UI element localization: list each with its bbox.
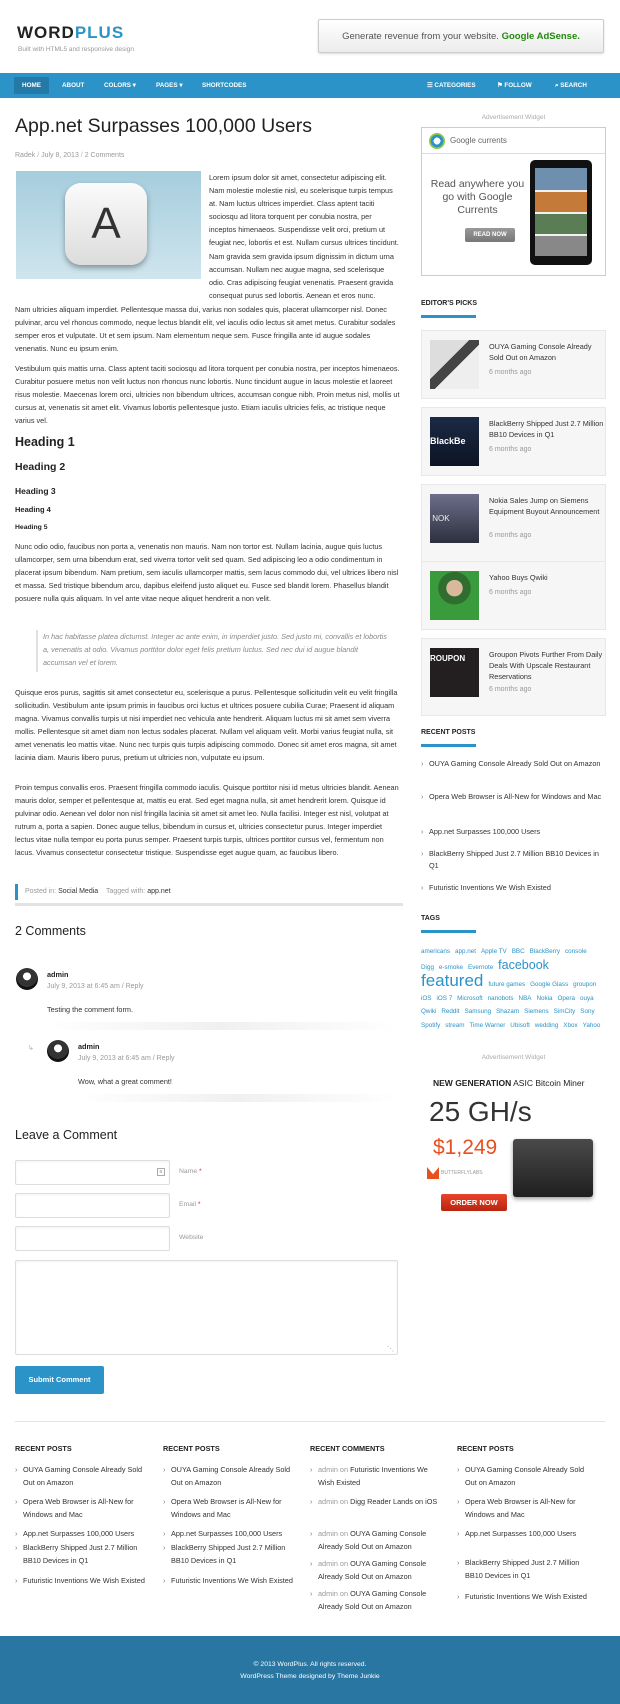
tag-link[interactable]: future games bbox=[488, 981, 526, 988]
tag-link[interactable]: NBA bbox=[518, 994, 532, 1002]
site-tagline: Built with HTML5 and responsive design bbox=[18, 46, 134, 53]
pick-thumbnail bbox=[430, 571, 479, 620]
tag-link[interactable]: Shazam bbox=[496, 1008, 520, 1015]
nav-colors[interactable]: COLORS ▾ bbox=[104, 82, 136, 89]
nav-search[interactable]: ⌕ SEARCH bbox=[555, 82, 587, 89]
tag-link[interactable]: console bbox=[565, 948, 587, 955]
required-mark: * bbox=[197, 1201, 201, 1208]
logo-letter: A bbox=[91, 199, 121, 248]
editors-pick-item[interactable] bbox=[421, 638, 606, 716]
footer-comment-item[interactable] bbox=[310, 1463, 442, 1489]
comment-divider bbox=[78, 1094, 398, 1102]
comment-text: Wow, what a great comment! bbox=[78, 1077, 172, 1086]
footer-comment-text bbox=[310, 1557, 442, 1583]
btc-headline bbox=[433, 1078, 584, 1088]
footer-post-link[interactable] bbox=[457, 1463, 589, 1489]
footer-col-title: RECENT POSTS bbox=[15, 1444, 72, 1453]
reply-indent-icon: ↳ bbox=[28, 1045, 34, 1052]
nav-shortcodes[interactable]: SHORTCODES bbox=[202, 82, 247, 89]
title-underline bbox=[421, 930, 476, 933]
tag-link[interactable]: Siemens bbox=[524, 1008, 549, 1015]
footer-post-title: › Opera Web Browser is All-New for Windows and Mac bbox=[23, 1497, 134, 1520]
recent-post-link[interactable] bbox=[421, 826, 606, 838]
tagged-label: Tagged with: bbox=[105, 888, 146, 895]
title-underline bbox=[421, 315, 476, 318]
category-link[interactable]: Social Media bbox=[58, 888, 99, 895]
footer-divider bbox=[15, 1421, 605, 1422]
footer-post-link[interactable] bbox=[15, 1527, 147, 1540]
pick-title[interactable]: OUYA Gaming Console Already Sold Out on Amazon bbox=[489, 342, 592, 362]
heading-1: Heading 1 bbox=[15, 435, 75, 449]
tag-cloud bbox=[421, 945, 606, 1032]
header-ad-banner[interactable] bbox=[318, 19, 604, 53]
gc-brand: Google currents bbox=[450, 136, 507, 145]
editors-picks-title: EDITOR'S PICKS bbox=[421, 300, 477, 307]
pick-time: 6 months ago bbox=[489, 589, 532, 596]
recent-posts-title: RECENT POSTS bbox=[421, 729, 476, 736]
recent-post-link[interactable] bbox=[421, 848, 606, 871]
on-word: on bbox=[339, 1529, 349, 1538]
tag-link[interactable]: Reddit bbox=[441, 1008, 460, 1015]
website-field[interactable] bbox=[15, 1226, 170, 1251]
divider bbox=[15, 903, 403, 906]
editors-pick-item[interactable] bbox=[421, 561, 606, 630]
on-word: on bbox=[339, 1559, 349, 1568]
footer-post-link[interactable] bbox=[163, 1574, 295, 1587]
comment-text: Testing the comment form. bbox=[47, 1005, 133, 1014]
post-paragraph-3: Vestibulum quis mattis urna. Class aptent taciti sociosqu ad litora torquent per conubia nostra, per inceptos himenaeos. Curabitur posuere metus non velit luctus non rhoncus nunc lobortis. Nunc tincidunt augue in lacus molestie et laoreet risus molestie. Maecenas lorem orci, ultricies non bibendum ultrices, accumsan congue nibh. Proin metus nisl, mollis ut cursus at, venenatis sit amet elit. Vivamus lobortis pellentesque justo. Etiam iaculis ultricies felis, ac tristique neque varius vel. bbox=[15, 364, 400, 426]
footer-post-link[interactable] bbox=[15, 1495, 147, 1521]
footer-post-link[interactable] bbox=[163, 1495, 295, 1521]
tag-link[interactable]: Microsoft bbox=[457, 994, 483, 1002]
pick-title[interactable]: Yahoo Buys Qwiki bbox=[489, 573, 548, 582]
footer-post-link[interactable] bbox=[15, 1574, 147, 1587]
footer-col-title: RECENT COMMENTS bbox=[310, 1444, 385, 1453]
comment-author[interactable]: admin bbox=[78, 1042, 100, 1051]
email-field[interactable] bbox=[15, 1193, 170, 1218]
btc-speed: 25 GH/s bbox=[429, 1096, 532, 1127]
recent-post-link[interactable] bbox=[421, 758, 606, 770]
posted-in-label: Posted in: bbox=[25, 888, 57, 895]
name-label bbox=[179, 1168, 202, 1175]
post-date: July 8, 2013 bbox=[41, 152, 79, 159]
ad-label: Advertisement Widget bbox=[481, 1054, 546, 1061]
website-label: Website bbox=[179, 1234, 204, 1241]
post-paragraph-6: Proin tempus convallis eros. Praesent fringilla commodo iaculis. Quisque porttitor nisi id metus ultricies blandit. Aenean mauris dolor, semper et pellentesque at, mattis eu erat. Sed eget magna nulla, sit amet hendrerit lorem. Quisque id pulvinar odio. Aenean vel dolor non nisl fringilla lacinia sit amet sit amet leo. Nulla facilisi. Integer est nisl, volutpat at rutrum a, porta a sapien. Donec augue tellus, bibendum in cursus et, ultricies consectetur purus. Integer imperdiet lectus vitae nulla tempor eu porta purus semper. Praesent turpis turpis, ultrices porttitor cursus vel, fermentum non lacus. Vivamus consectetur consectetur tristique. Suspendisse eget augue quam, ac faucibus libero. bbox=[15, 783, 399, 858]
email-label bbox=[179, 1201, 201, 1208]
blockquote-bar bbox=[36, 630, 38, 672]
site-footer bbox=[0, 1636, 620, 1704]
on-word: on bbox=[339, 1589, 349, 1598]
tag-link[interactable]: Apple TV bbox=[480, 948, 507, 955]
tag-link[interactable]: Nokia bbox=[536, 994, 553, 1002]
footer-post-title: › Opera Web Browser is All-New for Windows and Mac bbox=[171, 1497, 282, 1520]
resize-handle-icon[interactable]: ⋱ bbox=[387, 1346, 394, 1353]
btc-headline-rest: ASIC Bitcoin Miner bbox=[511, 1078, 585, 1088]
editors-pick-item[interactable] bbox=[421, 330, 606, 399]
butterfly-labs-logo-icon bbox=[427, 1167, 439, 1179]
recent-post-title[interactable]: › OUYA Gaming Console Already Sold Out on Amazon bbox=[429, 759, 601, 768]
recent-post-title[interactable]: › Futuristic Inventions We Wish Existed bbox=[429, 883, 551, 892]
footer-post-link[interactable] bbox=[163, 1527, 295, 1540]
commented-post-link[interactable]: Futuristic Inventions We Wish Existed bbox=[318, 1465, 428, 1488]
comment-date[interactable]: July 9, 2013 at 6:45 am / Reply bbox=[78, 1055, 175, 1062]
app-net-logo-icon bbox=[65, 183, 147, 265]
footer-post-title: › BlackBerry Shipped Just 2.7 Million BB10 Devices in Q1 bbox=[23, 1543, 138, 1566]
btc-brand: BUTTERFLYLABS bbox=[441, 1170, 483, 1176]
theme-credit[interactable]: WordPress Theme designed by Theme Junkie bbox=[240, 1673, 380, 1680]
post-paragraph-2: Nam ultricies aliquam imperdiet. Pellentesque massa dui, varius non sodales quis, placerat ullamcorper nisl. Donec pulvinar, arcu vel rhoncus commodo, neque lectus blandit elit, vel iaculis odio lectus sit amet metus. Curabitur sodales semper eros et vulputate. Ut et sem ipsum. Nam elementum neque sem. Fusce fringilla ante id augue sodales venenatis. Nunc eu ipsum enim. bbox=[15, 305, 396, 354]
tag-link[interactable]: nanobots bbox=[487, 994, 514, 1002]
comment-author[interactable]: admin bbox=[47, 970, 69, 979]
gc-divider bbox=[422, 153, 605, 154]
tags-title: TAGS bbox=[421, 915, 440, 922]
footer-post-link[interactable] bbox=[457, 1590, 589, 1603]
editors-pick-item[interactable] bbox=[421, 484, 606, 563]
nav-follow[interactable]: ⚑ FOLLOW bbox=[497, 82, 532, 89]
tag-link[interactable]: groupon bbox=[573, 981, 597, 988]
footer-post-link[interactable] bbox=[15, 1463, 147, 1489]
tag-link[interactable]: BlackBerry bbox=[529, 948, 561, 955]
footer-post-title: › BlackBerry Shipped Just 2.7 Million BB10 Devices in Q1 bbox=[465, 1558, 580, 1581]
on-word: on bbox=[339, 1497, 349, 1506]
recent-post-title[interactable]: › Opera Web Browser is All-New for Windows and Mac bbox=[429, 792, 602, 801]
footer-comment-item[interactable] bbox=[310, 1495, 442, 1508]
pick-thumbnail bbox=[430, 340, 479, 389]
copyright: © 2013 WordPlus. All rights reserved. bbox=[253, 1661, 367, 1668]
footer-post-title: › App.net Surpasses 100,000 Users bbox=[465, 1529, 577, 1538]
post-thumbnail bbox=[16, 171, 201, 279]
footer-col-title: RECENT POSTS bbox=[163, 1444, 220, 1453]
order-now-button[interactable]: ORDER NOW bbox=[441, 1194, 507, 1211]
pick-thumbnail: BlackBe bbox=[430, 417, 479, 466]
tablet-image bbox=[530, 160, 592, 265]
required-mark: * bbox=[199, 1168, 202, 1175]
tag-link[interactable]: Spotify bbox=[421, 1021, 441, 1029]
tag-link[interactable]: americans bbox=[421, 948, 451, 955]
nav-pages[interactable]: PAGES ▾ bbox=[156, 82, 183, 89]
post-comments-link[interactable]: 2 Comments bbox=[84, 152, 125, 159]
tag-link[interactable]: Opera bbox=[557, 994, 576, 1002]
tag-link[interactable]: Yahoo bbox=[582, 1021, 601, 1029]
tag-link[interactable]: Time Warner bbox=[469, 1021, 506, 1029]
pick-title[interactable]: Groupon Pivots Further From Daily Deals With Upscale Restaurant Reservations bbox=[489, 650, 603, 681]
pick-time: 6 months ago bbox=[489, 369, 532, 376]
footer-col-title: RECENT POSTS bbox=[457, 1444, 514, 1453]
ad-text: Generate revenue from your website. bbox=[342, 31, 499, 42]
footer-post-title: › OUYA Gaming Console Already Sold Out on Amazon bbox=[23, 1465, 143, 1488]
title-underline bbox=[421, 744, 476, 747]
comment-textarea[interactable] bbox=[15, 1260, 398, 1355]
footer-comment-item[interactable] bbox=[310, 1557, 442, 1583]
footer-comment-text bbox=[310, 1463, 442, 1489]
comments-title: 2 Comments bbox=[15, 924, 86, 938]
logo-word: WORD bbox=[17, 23, 75, 42]
comment-divider bbox=[46, 1022, 396, 1030]
tag-link[interactable]: e-smoke bbox=[438, 963, 464, 971]
tag-link[interactable]: stream bbox=[445, 1021, 465, 1029]
email-label-text: Email bbox=[179, 1201, 196, 1208]
tag-link[interactable]: SimCity bbox=[553, 1008, 576, 1015]
commented-post-link[interactable]: OUYA Gaming Console Already Sold Out on Amazon bbox=[318, 1529, 427, 1552]
nav-about[interactable]: ABOUT bbox=[62, 82, 85, 89]
nav-categories[interactable]: ☰ CATEGORIES bbox=[427, 82, 476, 89]
footer-comment-item[interactable] bbox=[310, 1527, 442, 1553]
post-author[interactable]: Radek bbox=[15, 152, 36, 159]
tag-link[interactable]: iOS bbox=[421, 994, 432, 1002]
footer-post-title: › Futuristic Inventions We Wish Existed bbox=[23, 1576, 145, 1585]
logo-plus: PLUS bbox=[74, 23, 125, 42]
footer-comment-text bbox=[310, 1587, 442, 1613]
footer-post-link[interactable] bbox=[163, 1541, 295, 1567]
editors-pick-item[interactable] bbox=[421, 407, 606, 476]
name-label-text: Name bbox=[179, 1168, 198, 1175]
comment-date[interactable]: July 9, 2013 at 6:45 am / Reply bbox=[47, 983, 144, 990]
name-field[interactable] bbox=[15, 1160, 170, 1185]
tag-link[interactable]: Evernote bbox=[468, 963, 494, 971]
tag-link[interactable]: featured bbox=[421, 971, 484, 990]
btc-headline-bold: NEW GENERATION bbox=[433, 1078, 512, 1088]
ad-brand: Google AdSense. bbox=[501, 31, 580, 42]
comment-author[interactable]: admin bbox=[318, 1497, 338, 1506]
footer-post-title: › OUYA Gaming Console Already Sold Out on Amazon bbox=[171, 1465, 291, 1488]
tag-link[interactable]: iOS 7 bbox=[436, 994, 453, 1002]
blockquote: In hac habitasse platea dictumst. Integer ac ante enim, in imperdiet justo. Sed justo mi, convallis et lobortis a, venenatis at odio. Vivamus porttitor dolor eget felis pretium luctus. Sed nec dui id augue blandit accumsan vel et lorem. bbox=[43, 632, 387, 667]
comment-author[interactable]: admin bbox=[318, 1589, 338, 1598]
heading-4: Heading 4 bbox=[15, 505, 51, 514]
gc-read-now-button[interactable]: READ NOW bbox=[465, 228, 515, 242]
ad-label: Advertisement Widget bbox=[481, 114, 546, 121]
recent-post-title[interactable]: › App.net Surpasses 100,000 Users bbox=[429, 827, 541, 836]
post-meta: Radek / July 8, 2013 / 2 Comments bbox=[15, 152, 125, 159]
tag-link[interactable]: app.net bbox=[455, 948, 477, 955]
autofill-icon[interactable]: ≡ bbox=[157, 1168, 165, 1176]
submit-comment-button[interactable]: Submit Comment bbox=[15, 1366, 104, 1394]
post-paragraph-5: Quisque eros purus, sagittis sit amet consectetur eu, scelerisque a purus. Pellentesque sollicitudin velit eu velit fringilla sollicitudin. Vestibulum ante ipsum primis in faucibus orci luctus et ultrices posuere cubilia Curae; Praesent id aliquam magna. Vivamus convallis turpis ut nisi imperdiet nec vehicula ante hendrerit. Aliquam luctus mi sit amet sem viverra mollis. Pellentesque sit amet diam non lectus sodales placerat. Nullam vel aliquam velit. Morbi varius feugiat nulla, sit amet venenatis leo mattis vitae. Nunc nec turpis quis turpis adipiscing commodo. Donec sit amet eros magna, sit amet lacinia diam. Mauris libero purus, pretium ut ultricies non, vulputate eu ipsum. bbox=[15, 688, 398, 763]
footer-comment-item[interactable] bbox=[310, 1587, 442, 1613]
pick-thumbnail: ROUPON bbox=[430, 648, 479, 697]
avatar bbox=[16, 968, 38, 990]
footer-comment-text bbox=[310, 1527, 442, 1553]
pick-time: 6 months ago bbox=[489, 686, 532, 693]
miner-device-image bbox=[513, 1139, 593, 1197]
pick-title[interactable]: Nokia Sales Jump on Siemens Equipment Buyout Announcement bbox=[489, 496, 600, 516]
btc-price: $1,249 bbox=[433, 1136, 498, 1159]
tag-link[interactable]: wedding bbox=[534, 1021, 559, 1029]
footer-post-title: › OUYA Gaming Console Already Sold Out on Amazon bbox=[465, 1465, 585, 1488]
footer-post-link[interactable] bbox=[457, 1556, 589, 1582]
footer-post-link[interactable] bbox=[163, 1463, 295, 1489]
footer-post-title: › Futuristic Inventions We Wish Existed bbox=[465, 1592, 587, 1601]
tag-link[interactable]: Ubisoft bbox=[510, 1021, 530, 1029]
post-title: App.net Surpasses 100,000 Users bbox=[15, 115, 313, 137]
tag-link[interactable]: Digg bbox=[421, 963, 434, 971]
footer-comment-text bbox=[310, 1495, 442, 1508]
comment-author[interactable]: admin bbox=[318, 1529, 338, 1538]
site-logo[interactable] bbox=[17, 23, 124, 43]
comment-author[interactable]: admin bbox=[318, 1465, 338, 1474]
tag-link[interactable]: facebook bbox=[498, 957, 549, 972]
tag-link[interactable]: Qwiki bbox=[421, 1008, 437, 1015]
footer-post-title: › App.net Surpasses 100,000 Users bbox=[171, 1529, 283, 1538]
footer-post-title: › Futuristic Inventions We Wish Existed bbox=[171, 1576, 293, 1585]
tag-link[interactable]: Samsung bbox=[464, 1008, 492, 1015]
nav-home[interactable]: HOME bbox=[14, 77, 49, 94]
pick-time: 6 months ago bbox=[489, 446, 532, 453]
post-paragraph-4: Nunc odio odio, faucibus non porta a, venenatis non mauris. Nam non tortor est. Nullam lacinia, augue quis luctus ullamcorper, sem urna bibendum erat, sed viverra tortor velit sed quam. Sed adipiscing leo a odio condimentum in placerat ipsum bibendum. Nam pretium, sem iaculis ullamcorper mattis, sem lacus commodo dui, vel ultrices libero nisl et massa. Sed tristique bibendum arcu, dapibus eleifend justo aliquet eu. Fusce sed blandit lorem. Phasellus blandit posuere nulla quis aliquam. In vel ante vitae neque aliquet hendrerit a non velit. bbox=[15, 542, 399, 604]
tag-link[interactable]: BBC bbox=[511, 948, 525, 955]
recent-post-title[interactable]: › BlackBerry Shipped Just 2.7 Million BB10 Devices in Q1 bbox=[429, 849, 599, 870]
heading-2: Heading 2 bbox=[15, 461, 66, 473]
avatar bbox=[47, 1040, 69, 1062]
recent-post-link[interactable] bbox=[421, 882, 606, 894]
tag-link[interactable]: Google Glass bbox=[530, 981, 569, 988]
footer-post-link[interactable] bbox=[457, 1527, 589, 1540]
gc-text: Read anywhere you go with Google Currents bbox=[430, 178, 525, 216]
recent-post-link[interactable] bbox=[421, 791, 606, 803]
pick-thumbnail: NOK bbox=[430, 494, 479, 543]
on-word: on bbox=[339, 1465, 349, 1474]
tag-link[interactable]: Xbox bbox=[563, 1021, 578, 1029]
footer-post-link[interactable] bbox=[15, 1541, 147, 1567]
footer-post-title: › App.net Surpasses 100,000 Users bbox=[23, 1529, 135, 1538]
main-nav bbox=[0, 73, 620, 98]
commented-post-link[interactable]: Digg Reader Lands on iOS bbox=[350, 1497, 438, 1506]
comment-author[interactable]: admin bbox=[318, 1559, 338, 1568]
pick-title[interactable]: BlackBerry Shipped Just 2.7 Million BB10 Devices in Q1 bbox=[489, 419, 604, 439]
commented-post-link[interactable]: OUYA Gaming Console Already Sold Out on Amazon bbox=[318, 1589, 427, 1612]
heading-5: Heading 5 bbox=[15, 524, 48, 531]
commented-post-link[interactable]: OUYA Gaming Console Already Sold Out on Amazon bbox=[318, 1559, 427, 1582]
post-taxonomy bbox=[15, 884, 403, 900]
tag-link[interactable]: Sony bbox=[580, 1008, 595, 1015]
heading-3: Heading 3 bbox=[15, 486, 56, 496]
bitcoin-miner-ad[interactable] bbox=[421, 1075, 606, 1220]
footer-post-link[interactable] bbox=[457, 1495, 589, 1521]
leave-comment-title: Leave a Comment bbox=[15, 1128, 118, 1142]
google-currents-ad[interactable] bbox=[421, 127, 606, 276]
tag-link[interactable]: ouya bbox=[579, 994, 594, 1002]
footer-post-title: › BlackBerry Shipped Just 2.7 Million BB10 Devices in Q1 bbox=[171, 1543, 286, 1566]
tag-link[interactable]: app.net bbox=[147, 888, 171, 895]
tablet-screen bbox=[535, 168, 587, 256]
footer-post-title: › Opera Web Browser is All-New for Windows and Mac bbox=[465, 1497, 576, 1520]
google-currents-icon bbox=[429, 133, 445, 149]
post-paragraph-1: Lorem ipsum dolor sit amet, consectetur adipiscing elit. Nam molestie molestie nisl, eu scelerisque turpis tempus at. Nam luctus ultrices imperdiet. Class aptent taciti sociosqu ad litora torquent per conubia nostra, per inceptos himenaeos. Suspendisse velit orci, pretium ut feugiat nec, lobortis et est. Nullam cursus ultrices tincidunt. Nam gravida sem gravida ipsum dignissim in dictum urna accumsan. Nullam nec augue magna, sed scelerisque odio. Cras adipiscing feugiat venenatis. Praesent gravida consequat purus sed lobortis. Aenean et eros nunc. bbox=[209, 173, 399, 300]
pick-time: 6 months ago bbox=[489, 532, 532, 539]
